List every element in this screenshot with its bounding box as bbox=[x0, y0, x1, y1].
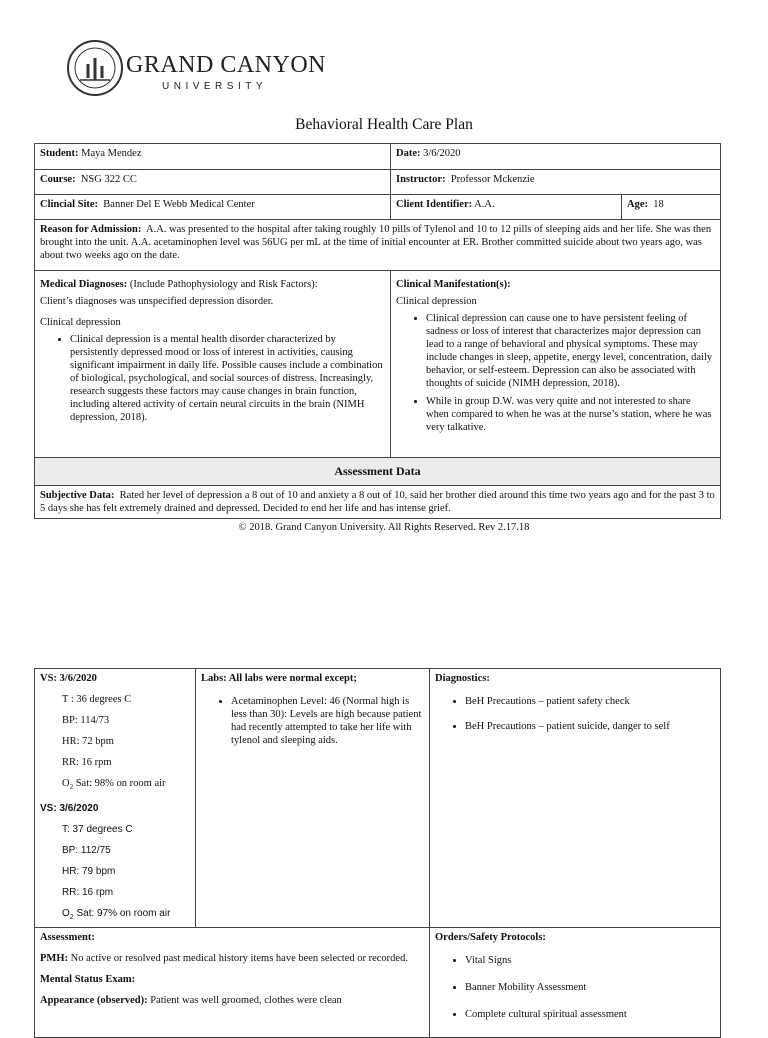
pmh-text: No active or resolved past medical history items have been selected or recorded. bbox=[70, 953, 408, 965]
list-item: • Clinical depression is a mental health disorder characterized by persistently depressed mood or loss of interest in activities, causing significant impairment in daily life. Possible causes include a combination of biological, psychological, and social sources of distress. Increasingly, research suggests these factors may cause changes in brain function, including altered activity of certain neural circuits in the brain (NIMH depression, 2018). bbox=[70, 333, 385, 424]
age-cell bbox=[622, 195, 721, 220]
appearance-paragraph bbox=[40, 994, 424, 1007]
reason-text: A.A. was presented to the hospital after taking roughly 10 pills of Tylenol and 10 to 12 pills of sleeping aids and her life. She was then brought into the unit. A.A. acetaminophen level was 56UG per mL at the time of initial encounter at ER. Brother committed suicide about two years ago, was about two weeks ago on the date. bbox=[40, 224, 712, 261]
medical-diagnoses-list bbox=[40, 333, 385, 424]
orders-label: Orders/Safety Protocols: bbox=[435, 932, 546, 944]
medical-diagnoses-subhead: Clinical depression bbox=[40, 317, 121, 328]
list-item: • BeH Precautions – patient safety check bbox=[465, 695, 715, 708]
client-cell bbox=[391, 195, 622, 220]
subjective-data-cell bbox=[35, 486, 721, 519]
logo-name: GRAND CANYON bbox=[126, 52, 327, 78]
site-value: Banner Del E Webb Medical Center bbox=[103, 199, 255, 210]
course-cell bbox=[35, 170, 391, 195]
university-logo bbox=[66, 34, 327, 104]
diagnostics-label: Diagnostics: bbox=[435, 673, 490, 684]
vitals-1-label: VS: 3/6/2020 bbox=[40, 673, 97, 684]
vitals-2-bp: BP: 112/75 bbox=[62, 845, 111, 857]
instructor-label: Instructor: bbox=[396, 174, 446, 185]
list-item: • Complete cultural spiritual assessment bbox=[465, 1008, 715, 1021]
orders-cell bbox=[430, 928, 721, 1038]
list-item: • While in group D.W. was very quite and not interested to share when compared to when he was at the nurse’s station, where he was very talkative. bbox=[426, 395, 715, 434]
client-label: Client Identifier: bbox=[396, 199, 473, 210]
mental-status-exam-label: Mental Status Exam: bbox=[40, 974, 136, 986]
site-label: Clincial Site: bbox=[40, 199, 99, 210]
vitals-2-o2: $O_2$ Sat: 97% on room air bbox=[62, 908, 171, 922]
logo-subtitle: UNIVERSITY bbox=[162, 81, 268, 92]
site-cell bbox=[35, 195, 391, 220]
care-plan-table-bottom bbox=[34, 668, 721, 1038]
university-seal-icon bbox=[66, 34, 124, 104]
client-value: A.A. bbox=[474, 199, 495, 210]
diagnostics-cell bbox=[430, 669, 721, 928]
course-label: Course: bbox=[40, 174, 76, 185]
appearance-label: Appearance (observed): bbox=[40, 995, 148, 1007]
vitals-1-hr: HR: 72 bpm bbox=[62, 736, 114, 747]
student-label: Student: bbox=[40, 148, 79, 159]
clinical-manifestations-cell bbox=[391, 271, 721, 458]
vitals-2-label: VS: 3/6/2020 bbox=[40, 803, 99, 815]
student-value: Maya Mendez bbox=[81, 148, 142, 159]
list-item: • Clinical depression can cause one to have persistent feeling of sadness or loss of interest that characterizes major depression can lead to a range of behavioral and physical symptoms. These may include changes in sleep, appetite, energy level, concentration, daily behavior, or self-esteem. Depression can also be associated with thoughts of suicide (NIMH depression, 2018). bbox=[426, 312, 715, 390]
list-item: • Vital Signs bbox=[465, 954, 715, 967]
subjective-data-text: Rated her level of depression a 8 out of 10 and anxiety a 8 out of 10, said her brother died around this time two years ago and for the past 3 to 5 days she has felt extremely drained and depressed. Decided to end her life and has intense grief. bbox=[40, 490, 715, 514]
instructor-value: Professor Mckenzie bbox=[450, 174, 535, 185]
diagnostics-list bbox=[435, 695, 715, 733]
vitals-1-temp: T : 36 degrees C bbox=[62, 694, 132, 705]
assessment-data-header: Assessment Data bbox=[35, 458, 721, 486]
age-value: 18 bbox=[653, 199, 664, 210]
reason-label: Reason for Admission: bbox=[40, 224, 142, 235]
labs-cell bbox=[196, 669, 430, 928]
medical-diagnoses-note: (Include Pathophysiology and Risk Factors): bbox=[129, 279, 318, 290]
clinical-manifestations-list bbox=[396, 312, 715, 434]
medical-diagnoses-cell bbox=[35, 271, 391, 458]
care-plan-table-top bbox=[34, 143, 721, 519]
list-item: • Banner Mobility Assessment bbox=[465, 981, 715, 994]
medical-diagnoses-label: Medical Diagnoses: bbox=[40, 279, 128, 290]
vitals-2-hr: HR: 79 bpm bbox=[62, 866, 116, 878]
assessment-cell bbox=[35, 928, 430, 1038]
page-title: Behavioral Health Care Plan bbox=[295, 116, 473, 133]
vitals-1-o2: $O_2$ Sat: 98% on room air bbox=[62, 778, 166, 792]
list-item: • Acetaminophen Level: 46 (Normal high is less than 30): Levels are high because patient had recently attempted to take her life with tylenol and sleeping aids. bbox=[231, 695, 424, 747]
appearance-text: Patient was well groomed, clothes were clean bbox=[150, 995, 342, 1007]
date-label: Date: bbox=[396, 148, 421, 159]
medical-diagnoses-line: Client’s diagnoses was unspecified depression disorder. bbox=[40, 296, 274, 307]
subjective-data-label: Subjective Data: bbox=[40, 490, 115, 501]
pmh-paragraph bbox=[40, 952, 424, 965]
date-value: 3/6/2020 bbox=[423, 148, 461, 159]
copyright-footer: © 2018. Grand Canyon University. All Rights Reserved. Rev 2.17.18 bbox=[238, 522, 530, 533]
vitals-1-bp: BP: 114/73 bbox=[62, 715, 110, 726]
student-cell bbox=[35, 144, 391, 170]
labs-list bbox=[201, 695, 424, 747]
instructor-cell bbox=[391, 170, 721, 195]
orders-list bbox=[435, 954, 715, 1021]
course-value: NSG 322 CC bbox=[80, 174, 137, 185]
assessment-label: Assessment: bbox=[40, 932, 95, 944]
labs-label: Labs: All labs were normal except; bbox=[201, 673, 357, 684]
clinical-manifestations-label: Clinical Manifestation(s): bbox=[396, 279, 511, 290]
clinical-manifestations-subhead: Clinical depression bbox=[396, 296, 477, 307]
vitals-2-temp: T: 37 degrees C bbox=[62, 824, 133, 836]
vitals-1-rr: RR: 16 rpm bbox=[62, 757, 112, 768]
list-item: • BeH Precautions – patient suicide, danger to self bbox=[465, 720, 715, 733]
date-cell bbox=[391, 144, 721, 170]
pmh-label: PMH: bbox=[40, 953, 68, 965]
reason-cell bbox=[35, 220, 721, 271]
vital-signs-cell bbox=[35, 669, 196, 928]
vitals-2-rr: RR: 16 rpm bbox=[62, 887, 114, 899]
age-label: Age: bbox=[627, 199, 648, 210]
